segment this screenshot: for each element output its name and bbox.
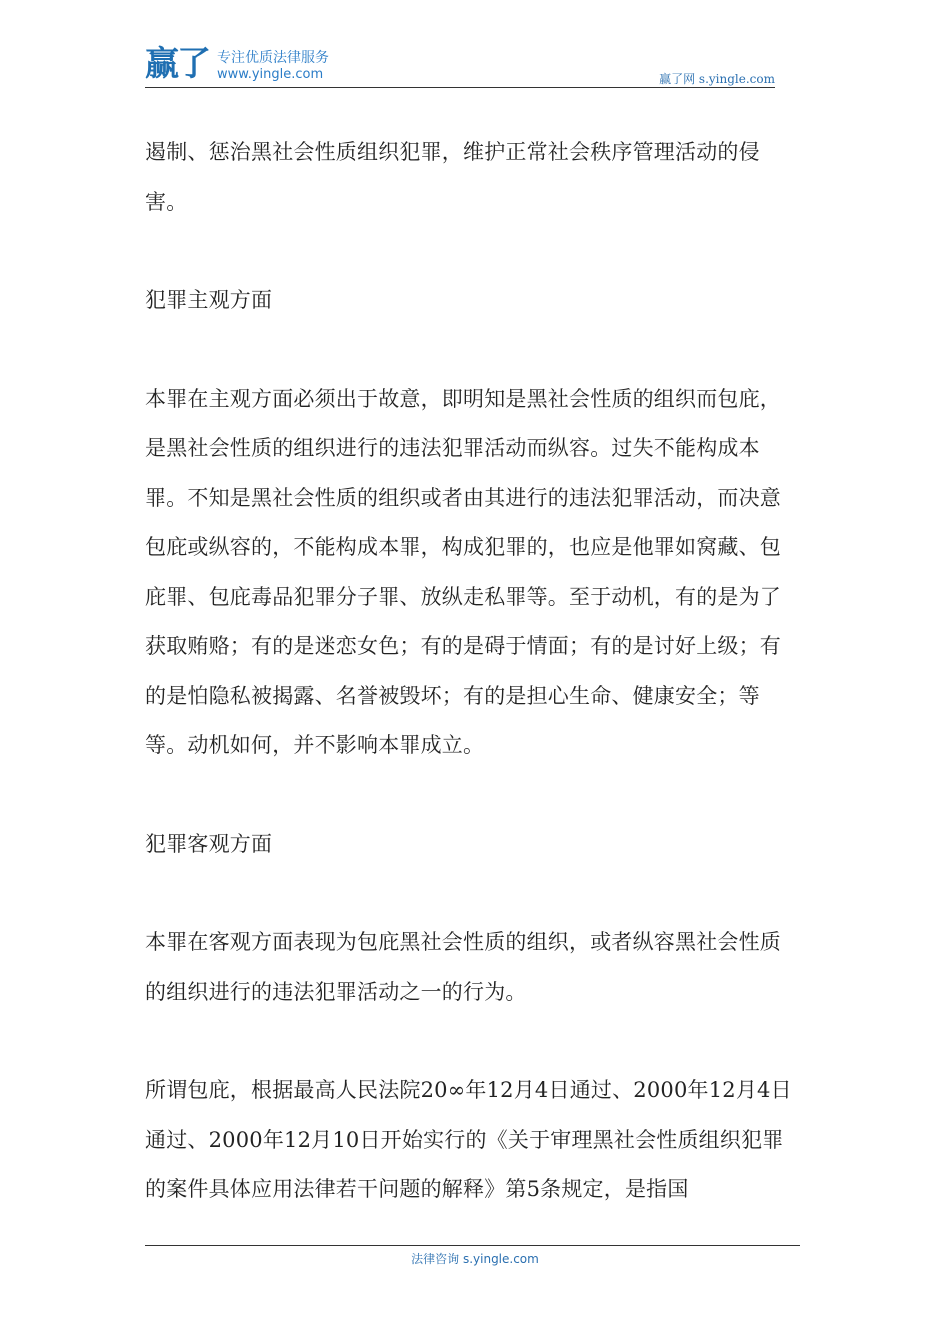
footer-consult-link[interactable]: 法律咨询 s.yingle.com bbox=[411, 1252, 539, 1266]
yingle-logo[interactable]: 赢了 bbox=[145, 44, 209, 84]
page-header bbox=[145, 44, 775, 88]
paragraph-subjective: 本罪在主观方面必须出于故意，即明知是黑社会性质的组织而包庇，是黑社会性质的组织进行的违法犯罪活动而纵容。过失不能构成本罪。不知是黑社会性质的组织或者由其进行的违法犯罪活动，而决意包庇或纵容的，不能构成本罪，构成犯罪的，也应是他罪如窝藏、包庇罪、包庇毒品犯罪分子罪、放纵走私罪等。至于动机，有的是为了获取贿赂；有的是迷恋女色；有的是碍于情面；有的是讨好上级；有的是怕隐私被揭露、名誉被毁坏；有的是担心生命、健康安全；等等。动机如何，并不影响本罪成立。 bbox=[145, 386, 781, 757]
header-site-link[interactable]: 赢了网 s.yingle.com bbox=[659, 72, 775, 86]
section-heading-subjective: 犯罪主观方面 bbox=[145, 288, 273, 312]
header-divider bbox=[145, 87, 775, 88]
paragraph-harboring-definition: 所谓包庇，根据最高人民法院20∞年12月4日通过、2000年12月4日通过、2000年12月10日开始实行的《关于审理黑社会性质组织犯罪的案件具体应用法律若干问题的解释》第5条规定，是指国 bbox=[145, 1078, 792, 1201]
paragraph-objective: 本罪在客观方面表现为包庇黑社会性质的组织，或者纵容黑社会性质的组织进行的违法犯罪活动之一的行为。 bbox=[145, 930, 781, 1004]
document-body bbox=[145, 128, 800, 1264]
logo-url[interactable]: www.yingle.com bbox=[217, 67, 324, 82]
logo-slogan: 专注优质法律服务 bbox=[217, 50, 329, 66]
section-heading-objective: 犯罪客观方面 bbox=[145, 831, 273, 856]
paragraph-intro-continuation: 遏制、惩治黑社会性质组织犯罪，维护正常社会秩序管理活动的侵害。 bbox=[145, 140, 760, 214]
footer-divider bbox=[145, 1245, 800, 1246]
